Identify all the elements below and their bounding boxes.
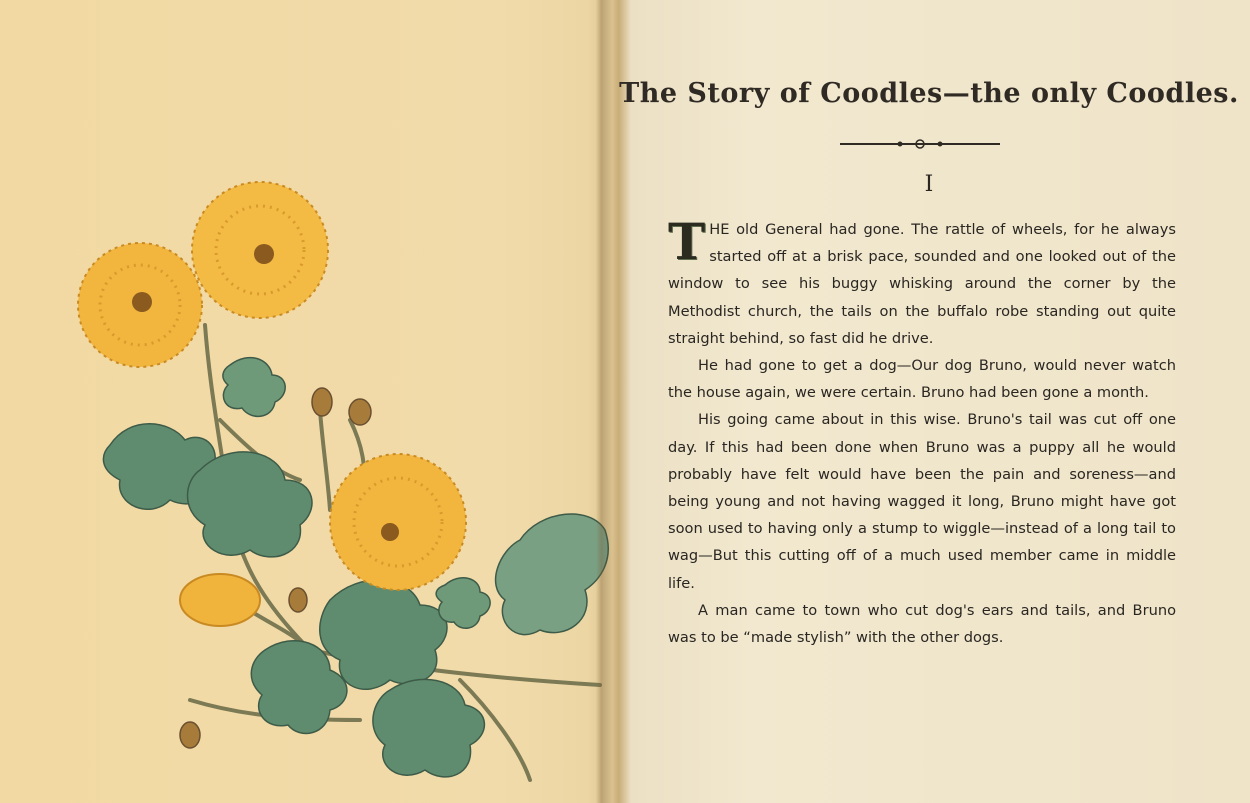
chapter-number: I — [924, 172, 934, 197]
left-page — [0, 0, 606, 803]
ornamental-rule — [840, 134, 1000, 154]
page-title: The Story of Coodles—the only Coodles. — [619, 78, 1239, 109]
flower-head — [192, 182, 328, 318]
story-text — [668, 212, 1176, 651]
flower-bud — [180, 574, 260, 626]
chrysanthemum-illustration — [60, 180, 620, 800]
drop-cap: T — [668, 212, 706, 271]
paragraph-text: HE old General had gone. The rattle of wheels, for he always started off at a brisk pace, sounded and one looked out of the window to see his buggy whisking around the corner by the Methodist church, the tails on the buffalo robe standing out quite straight behind, so fast did he drive. — [668, 221, 1176, 347]
paragraph: A man came to town who cut dog's ears and tails, and Bruno was to be “made stylish” with the other dogs. — [668, 601, 1176, 647]
flower-head — [78, 243, 202, 367]
right-page — [608, 0, 1250, 803]
paragraph: He had gone to get a dog—Our dog Bruno, would never watch the house again, we were certain. Bruno had been gone a month. — [668, 357, 1176, 402]
flower-head — [330, 454, 466, 590]
paragraph: His going came about in this wise. Bruno's tail was cut off one day. If this had been done when Bruno was a puppy all he would probably have felt would have been the pain and soreness—and being young and not having wagged it long, Bruno might have got soon used to having only a stump to wiggle—instead of a long tail to wag—But this cutting off of a much used member came in middle life. — [668, 411, 1176, 592]
paragraph — [668, 212, 1176, 352]
